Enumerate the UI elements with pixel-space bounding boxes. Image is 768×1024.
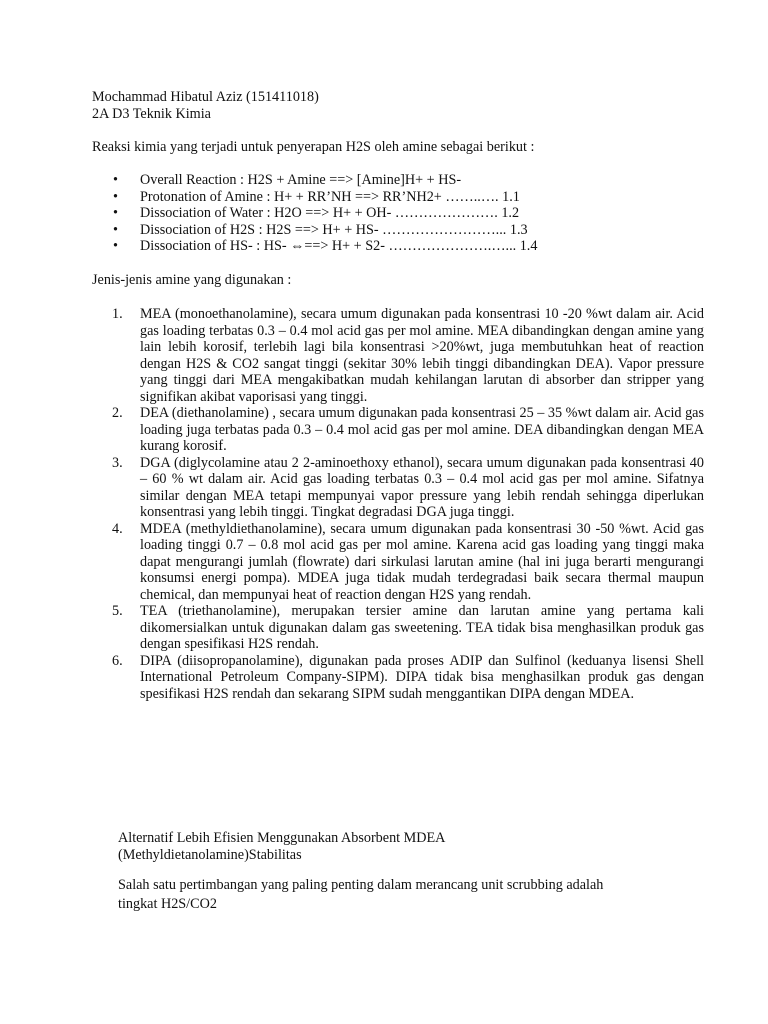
closing-paragraph-line: tingkat H2S/CO2 xyxy=(118,896,217,912)
reaction-list xyxy=(92,172,712,255)
item-number: 1. xyxy=(112,306,123,322)
reaction-text: Dissociation of Water : H2O ==> H+ + OH- …………………. 1.2 xyxy=(140,205,520,221)
bullet-icon: • xyxy=(113,172,118,188)
author-line: Mochammad Hibatul Aziz (151411018) xyxy=(92,89,319,105)
closing-paragraph xyxy=(118,876,704,914)
reactions-intro: Reaksi kimia yang terjadi untuk penyerapan H2S oleh amine sebagai berikut : xyxy=(92,139,535,155)
item-number: 4. xyxy=(112,520,123,537)
reaction-item xyxy=(92,189,712,206)
amine-list xyxy=(92,306,704,702)
amine-item-tea xyxy=(92,603,704,653)
item-number: 6. xyxy=(112,652,123,669)
reaction-text: Protonation of Amine : H+ + RR’NH ==> RR’NH2+ ……..…. 1.1 xyxy=(140,188,520,205)
amines-intro: Jenis-jenis amine yang digunakan : xyxy=(92,272,292,288)
bullet-icon: • xyxy=(113,238,118,254)
closing-heading-line: (Methyldietanolamine)Stabilitas xyxy=(118,846,302,863)
bullet-icon: • xyxy=(113,188,118,205)
item-number: 3. xyxy=(112,454,123,471)
reaction-item xyxy=(92,238,712,255)
author-header xyxy=(92,89,704,122)
class-line: 2A D3 Teknik Kimia xyxy=(92,105,211,122)
closing-paragraph-line: Salah satu pertimbangan yang paling penting dalam merancang unit scrubbing adalah xyxy=(118,877,604,893)
amine-item-mdea xyxy=(92,521,704,604)
amine-item-dga xyxy=(92,455,704,521)
reaction-text: Overall Reaction : H2S + Amine ==> [Amine]H+ + HS- xyxy=(140,172,462,188)
amine-text: MDEA (methyldiethanolamine), secara umum digunakan pada konsentrasi 30 -50 %wt. Acid gas loading tinggi 0.7 – 0.8 mol acid gas per mol amine. Karena acid gas loading yang tinggi maka dapat mengurangi jumlah (flowrate) dari sirkulasi larutan amine (hal ini juga berarti mengurangi konsumsi energi pompa). MDEA juga tidak mudah terdegradasi baik secara thermal maupun chemical, dan mempunyai heat of reaction dengan H2S yang rendah. xyxy=(140,520,704,603)
amine-text: MEA (monoethanolamine), secara umum digunakan pada konsentrasi 10 -20 %wt dalam air. Acid gas loading terbatas 0.3 – 0.4 mol acid gas per mol amine. MEA dibandingkan dengan amine yang lain lebih korosif, terlebih lagi bila konsentrasi >20%wt, juga membutuhkan heat of reaction dengan H2S & CO2 sangat tinggi (sekitar 30% lebih tinggi dibandingkan DEA). Vapor pressure yang tinggi dari MEA mengakibatkan mudah kehilangan larutan di absorber dan stripper yang signifikan akibat vaporisasi yang tinggi. xyxy=(140,306,704,405)
item-number: 2. xyxy=(112,405,123,421)
reaction-text: Dissociation of HS- : HS- ⇔==> H+ + S2- ………………….…... 1.4 xyxy=(140,238,538,254)
amine-item-dea xyxy=(92,405,704,455)
amine-text: DEA (diethanolamine) , secara umum digunakan pada konsentrasi 25 – 35 %wt dalam air. Acid gas loading juga terbatas pada 0.3 – 0.4 mol acid gas per mol amine. DEA dibandingkan dengan MEA kurang korosif. xyxy=(140,405,704,454)
amine-text: TEA (triethanolamine), merupakan tersier amine dan larutan amine yang pertama kali dikomersialkan untuk digunakan dalam gas sweetening. TEA tidak bisa menghasilkan produk gas dengan spesifikasi H2S rendah. xyxy=(140,603,704,652)
item-number: 5. xyxy=(112,603,123,619)
bullet-icon: • xyxy=(113,221,118,238)
bullet-icon: • xyxy=(113,205,118,221)
reaction-item xyxy=(92,205,712,222)
reaction-item xyxy=(92,172,712,189)
amine-item-mea xyxy=(92,306,704,405)
amine-item-dipa xyxy=(92,653,704,703)
amine-text: DGA (diglycolamine atau 2 2-aminoethoxy ethanol), secara umum digunakan pada konsentrasi 40 – 60 % wt dalam air. Acid gas loading terbatas 0.3 – 0.4 mol acid gas per mol amine. Sifatnya similar dengan MEA tetapi mempunyai vapor pressure yang lebih rendah sehingga diperlukan konsentrasi yang lebih tinggi. Tingkat degradasi DGA juga tinggi. xyxy=(140,454,704,520)
reaction-item xyxy=(92,222,712,239)
closing-heading xyxy=(118,830,704,863)
closing-heading-line: Alternatif Lebih Efisien Menggunakan Absorbent MDEA xyxy=(118,830,446,846)
reaction-text: Dissociation of H2S : H2S ==> H+ + HS- ……………………... 1.3 xyxy=(140,221,528,238)
amine-text: DIPA (diisopropanolamine), digunakan pada proses ADIP dan Sulfinol (keduanya lisensi Shell International Petroleum Company-SIPM). DIPA tidak bisa menghasilkan produk gas dengan spesifikasi H2S rendah dan sekarang SIPM sudah menggantikan DIPA dengan MDEA. xyxy=(140,652,704,702)
